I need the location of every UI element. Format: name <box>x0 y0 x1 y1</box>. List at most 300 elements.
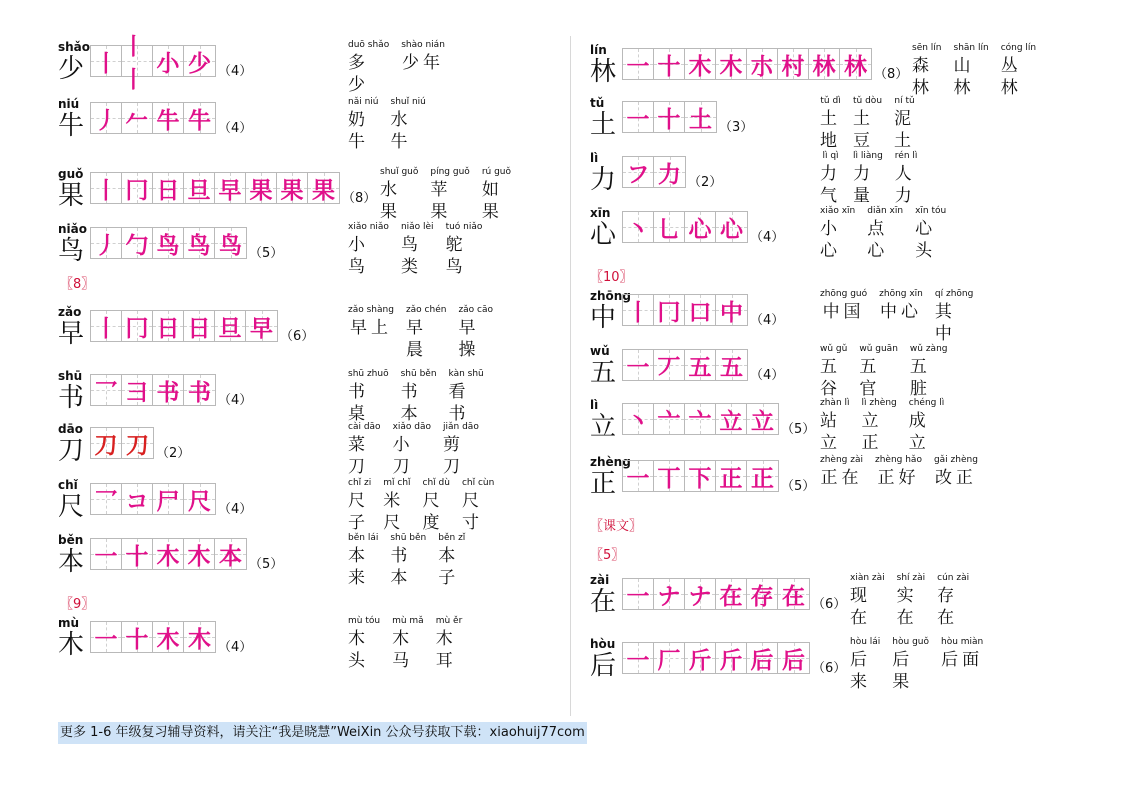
column-divider <box>570 36 571 716</box>
vocab-word <box>879 289 923 345</box>
vocab-text: 心头 <box>915 219 937 261</box>
vocab-text: 立正 <box>861 411 883 453</box>
stroke-glyph: 乚 <box>657 216 681 243</box>
stroke-cell <box>716 643 747 673</box>
vocab-text: 多少 <box>348 53 369 95</box>
vocab-word <box>482 167 511 223</box>
vocab-word <box>446 222 483 278</box>
vocab-word <box>862 398 897 454</box>
vocab-pinyin: xiǎo xīn <box>820 206 856 216</box>
vocab-text: 泥土 <box>894 109 916 151</box>
vocab-text: 菜刀 <box>348 435 369 477</box>
vocab-text: 土地 <box>820 109 841 151</box>
vocab-word <box>820 344 847 400</box>
stroke-cell <box>277 173 308 203</box>
stroke-cell <box>623 295 654 325</box>
stroke-order-grid <box>90 227 247 259</box>
vocab-word <box>935 289 973 345</box>
stroke-count: （6） <box>280 329 315 344</box>
vocab-pinyin: zǎo chén <box>405 305 447 315</box>
stroke-cell <box>153 103 184 133</box>
stroke-cell <box>91 173 122 203</box>
vocab-text: 小刀 <box>392 435 414 477</box>
stroke-cell <box>685 295 716 325</box>
vocab-word <box>348 616 380 672</box>
vocab-word <box>458 305 493 361</box>
vocab-text: 后来 <box>850 650 871 692</box>
stroke-glyph: 正 <box>719 465 743 492</box>
vocab-pinyin: hòu miàn <box>941 637 984 647</box>
vocab-text: 成立 <box>908 411 930 453</box>
stroke-cell <box>623 212 654 242</box>
stroke-count: （4） <box>750 368 785 383</box>
stroke-glyph: 旦 <box>218 315 242 342</box>
stroke-glyph: 木 <box>156 626 180 653</box>
stroke-glyph: 立 <box>751 408 774 435</box>
vocab-pinyin: rén lì <box>894 151 918 161</box>
stroke-cell <box>91 46 122 76</box>
vocab-pinyin: xīn tóu <box>915 206 947 216</box>
stroke-glyph: 力 <box>658 161 681 188</box>
vocab-list <box>820 344 948 400</box>
stroke-glyph: 一 <box>626 53 650 80</box>
vocab-pinyin: rú guǒ <box>481 167 512 177</box>
vocab-text: 正好 <box>877 468 920 488</box>
stroke-cell <box>122 484 153 514</box>
stroke-glyph: 日 <box>187 315 211 342</box>
lesson-heading: 〖10〗 <box>590 270 633 285</box>
stroke-glyph: 尸 <box>156 488 180 515</box>
stroke-glyph: 斤 <box>688 647 712 674</box>
stroke-glyph: 日 <box>156 177 180 204</box>
vocab-word <box>438 533 465 589</box>
stroke-glyph: 少 <box>188 50 211 77</box>
stroke-count: （4） <box>750 230 785 245</box>
vocab-pinyin: chǐ zi <box>348 478 372 488</box>
stroke-cell <box>153 375 184 405</box>
vocab-word <box>406 305 447 361</box>
vocab-word <box>820 398 850 454</box>
stroke-glyph: 丨 <box>94 315 118 342</box>
stroke-order-grid <box>622 403 779 435</box>
stroke-cell <box>623 579 654 609</box>
stroke-glyph: ナ <box>657 583 681 610</box>
vocab-list <box>348 533 465 589</box>
vocab-pinyin: zhōng xīn <box>879 289 923 299</box>
vocab-text: 五谷 <box>820 357 841 399</box>
stroke-cell <box>91 103 122 133</box>
vocab-text: 现在 <box>850 586 871 628</box>
stroke-cell <box>778 643 809 673</box>
stroke-cell <box>685 404 716 434</box>
vocab-text: 中国 <box>822 302 865 322</box>
vocab-text: 山林 <box>953 56 975 98</box>
vocab-text: 书本 <box>400 382 422 424</box>
stroke-count: （4） <box>750 313 785 328</box>
vocab-pinyin: hòu lái <box>850 637 881 647</box>
vocab-pinyin: xiàn zài <box>850 573 885 583</box>
stroke-glyph: 木 <box>156 543 180 570</box>
vocab-pinyin: ní tǔ <box>894 96 915 106</box>
stroke-glyph: 丿 <box>94 107 118 134</box>
stroke-glyph: 正 <box>751 465 774 492</box>
stroke-cell <box>215 539 246 569</box>
vocab-word <box>859 344 898 400</box>
stroke-glyph: 丶 <box>626 216 650 243</box>
vocab-text: 本来 <box>348 546 369 588</box>
stroke-cell <box>654 102 685 132</box>
vocab-pinyin: wǔ guān <box>859 344 898 354</box>
stroke-glyph: 立 <box>719 408 743 435</box>
vocab-pinyin: jiǎn dāo <box>443 422 479 432</box>
vocab-word <box>462 478 494 534</box>
vocab-pinyin: zhàn lì <box>820 398 850 408</box>
stroke-glyph: 五 <box>720 354 743 381</box>
vocab-word <box>941 637 983 693</box>
stroke-cell <box>747 461 778 491</box>
vocab-text: 奶牛 <box>348 110 369 152</box>
vocab-word <box>436 616 463 672</box>
main-character: 后 <box>590 651 617 681</box>
stroke-cell <box>716 404 747 434</box>
vocab-word <box>423 478 450 534</box>
stroke-cell <box>747 579 778 609</box>
stroke-count: （8） <box>874 67 909 82</box>
vocab-text: 土豆 <box>853 109 874 151</box>
stroke-glyph: 尺 <box>188 488 211 515</box>
stroke-glyph: 小 <box>156 50 180 77</box>
stroke-cell <box>91 228 122 258</box>
stroke-glyph: 冂 <box>125 315 149 342</box>
stroke-cell <box>716 350 747 380</box>
stroke-cell <box>91 622 122 652</box>
main-character: 中 <box>590 303 617 333</box>
vocab-text: 人力 <box>894 164 916 206</box>
lesson-heading: 〖5〗 <box>590 548 625 563</box>
stroke-glyph: 木 <box>688 53 712 80</box>
stroke-cell <box>122 228 153 258</box>
vocab-pinyin: gǎi zhèng <box>933 455 978 465</box>
stroke-cell <box>623 461 654 491</box>
vocab-word <box>430 167 469 223</box>
vocab-word <box>820 96 841 152</box>
stroke-glyph: 厂 <box>657 647 681 674</box>
vocab-pinyin: zhèng hǎo <box>874 455 922 465</box>
vocab-word <box>875 455 922 489</box>
stroke-glyph: 丨丨 <box>122 34 145 93</box>
stroke-cell <box>184 311 215 341</box>
vocab-text: 五脏 <box>909 357 931 399</box>
stroke-cell <box>747 643 778 673</box>
main-character: 少 <box>58 54 85 84</box>
main-character: 早 <box>58 319 85 349</box>
vocab-word <box>348 305 394 361</box>
vocab-word <box>390 533 426 589</box>
stroke-glyph: 心 <box>720 216 743 243</box>
stroke-count: （4） <box>218 64 253 79</box>
main-character: 尺 <box>58 492 85 522</box>
stroke-glyph: 十 <box>125 543 149 570</box>
stroke-glyph: 后 <box>782 647 805 674</box>
vocab-text: 力气 <box>820 164 841 206</box>
stroke-glyph: 丆 <box>657 354 681 381</box>
stroke-count: （5） <box>781 479 816 494</box>
stroke-count: （4） <box>218 393 253 408</box>
main-character: 牛 <box>58 111 85 141</box>
stroke-cell <box>122 428 153 458</box>
stroke-glyph: 在 <box>719 583 743 610</box>
vocab-pinyin: shū běn <box>390 533 427 543</box>
stroke-cell <box>716 49 747 79</box>
vocab-word <box>850 573 885 629</box>
vocab-pinyin: wǔ gǔ <box>820 344 848 354</box>
vocab-pinyin: sēn lín <box>912 43 942 53</box>
vocab-list <box>348 478 494 534</box>
vocab-pinyin: píng guǒ <box>430 167 470 177</box>
stroke-cell <box>654 643 685 673</box>
footer-note: 更多 1-6 年级复习辅导资料，请关注“我是晓慧”WeiXin 公众号获取下载：xiaohuij77com <box>58 722 587 744</box>
stroke-glyph: 乛 <box>94 488 118 515</box>
stroke-glyph: ナ <box>688 583 712 610</box>
stroke-cell <box>623 157 654 187</box>
stroke-glyph: 在 <box>782 583 805 610</box>
vocab-pinyin: shān lín <box>953 43 989 53</box>
vocab-list <box>820 151 917 207</box>
stroke-cell <box>184 228 215 258</box>
vocab-word <box>894 96 915 152</box>
stroke-glyph: 书 <box>188 379 211 406</box>
stroke-cell <box>685 212 716 242</box>
stroke-cell <box>184 46 215 76</box>
stroke-count: （5） <box>249 557 284 572</box>
main-character: 土 <box>590 110 617 140</box>
vocab-text: 如果 <box>481 180 503 222</box>
stroke-cell <box>91 428 122 458</box>
stroke-cell <box>623 49 654 79</box>
stroke-glyph: 一 <box>626 465 650 492</box>
stroke-glyph: 丶 <box>626 408 650 435</box>
vocab-word <box>348 533 378 589</box>
stroke-cell <box>747 404 778 434</box>
stroke-order-grid <box>90 374 216 406</box>
vocab-word <box>1001 43 1036 99</box>
stroke-glyph: 𠂉 <box>125 107 149 134</box>
stroke-cell <box>184 375 215 405</box>
vocab-text: 少年 <box>402 53 445 73</box>
vocab-text: 站立 <box>820 411 841 453</box>
stroke-glyph: 早 <box>218 177 242 204</box>
stroke-cell <box>184 484 215 514</box>
stroke-glyph: 一 <box>626 106 650 133</box>
vocab-word <box>895 151 918 207</box>
stroke-order-grid <box>622 349 748 381</box>
stroke-cell <box>685 643 716 673</box>
lesson-heading: 〖9〗 <box>60 597 95 612</box>
vocab-word <box>892 637 929 693</box>
vocab-word <box>820 151 841 207</box>
main-character: 本 <box>58 547 85 577</box>
vocab-pinyin: mù ěr <box>435 616 463 626</box>
stroke-glyph: 丨 <box>626 299 650 326</box>
stroke-cell <box>685 461 716 491</box>
stroke-cell <box>122 103 153 133</box>
main-character: 书 <box>58 383 85 413</box>
stroke-glyph: 乛 <box>94 379 118 406</box>
char-pinyin: chǐ <box>58 478 78 492</box>
stroke-order-grid <box>622 48 872 80</box>
stroke-glyph: 丅 <box>657 465 681 492</box>
vocab-list <box>850 573 969 629</box>
vocab-word <box>912 43 942 99</box>
vocab-list <box>380 167 511 223</box>
vocab-pinyin: shū běn <box>400 369 437 379</box>
stroke-cell <box>215 228 246 258</box>
stroke-count: （6） <box>812 661 847 676</box>
vocab-list <box>348 305 493 361</box>
vocab-word <box>850 637 880 693</box>
vocab-pinyin: zhōng guó <box>820 289 868 299</box>
vocab-text: 尺子 <box>348 491 369 533</box>
vocab-pinyin: hòu guǒ <box>892 637 929 647</box>
stroke-glyph: 一 <box>94 626 118 653</box>
vocab-pinyin: chéng lì <box>908 398 945 408</box>
vocab-pinyin: mǐ chǐ <box>383 478 411 488</box>
vocab-pinyin: shuǐ niú <box>390 97 426 107</box>
char-pinyin: zài <box>590 573 610 587</box>
stroke-glyph: 口 <box>688 299 712 326</box>
stroke-glyph: 冂 <box>125 177 149 204</box>
vocab-pinyin: duō shǎo <box>348 40 390 50</box>
stroke-cell <box>91 375 122 405</box>
stroke-order-grid <box>90 427 154 459</box>
stroke-order-grid <box>90 538 247 570</box>
stroke-order-grid <box>622 642 810 674</box>
vocab-pinyin: niǎo lèi <box>400 222 434 232</box>
vocab-word <box>383 478 410 534</box>
stroke-glyph: 刀 <box>94 432 118 459</box>
stroke-cell <box>778 579 809 609</box>
char-pinyin: wǔ <box>590 344 610 358</box>
vocab-text: 木耳 <box>435 629 457 671</box>
vocab-pinyin: mù mǎ <box>392 616 424 626</box>
vocab-list <box>348 40 445 96</box>
main-character: 木 <box>58 630 85 660</box>
stroke-count: （6） <box>812 597 847 612</box>
stroke-cell <box>246 311 277 341</box>
stroke-cell <box>685 102 716 132</box>
stroke-glyph: 早 <box>250 315 273 342</box>
char-pinyin: zhèng <box>590 455 631 469</box>
char-pinyin: lín <box>590 43 607 57</box>
stroke-order-grid <box>90 483 216 515</box>
vocab-pinyin: tǔ dòu <box>853 96 883 106</box>
stroke-order-grid <box>90 172 340 204</box>
vocab-word <box>915 206 946 262</box>
vocab-pinyin: qí zhōng <box>934 289 974 299</box>
stroke-count: （5） <box>249 246 284 261</box>
stroke-glyph: 亠 <box>657 408 681 435</box>
stroke-cell <box>623 404 654 434</box>
stroke-order-grid <box>622 578 810 610</box>
stroke-order-grid <box>90 34 216 93</box>
vocab-text: 木马 <box>392 629 414 671</box>
stroke-count: （3） <box>719 120 754 135</box>
vocab-list <box>348 222 482 278</box>
vocab-word <box>954 43 989 99</box>
stroke-order-grid <box>90 102 216 134</box>
stroke-cell <box>623 643 654 673</box>
stroke-glyph: コ <box>125 488 149 515</box>
vocab-text: 剪刀 <box>443 435 465 477</box>
vocab-text: 水牛 <box>390 110 412 152</box>
vocab-text: 早晨 <box>405 318 427 360</box>
vocab-text: 早上 <box>349 318 392 338</box>
vocab-word <box>937 573 969 629</box>
stroke-cell <box>308 173 339 203</box>
vocab-word <box>348 369 389 425</box>
vocab-pinyin: shào nián <box>401 40 445 50</box>
stroke-glyph: 果 <box>312 177 335 204</box>
vocab-word <box>380 167 418 223</box>
stroke-order-grid <box>90 310 278 342</box>
vocab-text: 本子 <box>438 546 460 588</box>
vocab-word <box>348 97 379 153</box>
stroke-cell <box>122 539 153 569</box>
stroke-glyph: 林 <box>844 53 867 80</box>
vocab-pinyin: lì qì <box>822 151 839 161</box>
stroke-cell <box>716 212 747 242</box>
vocab-list <box>348 97 426 153</box>
stroke-order-grid <box>622 460 779 492</box>
vocab-word <box>820 289 867 345</box>
stroke-glyph: 果 <box>249 177 273 204</box>
vocab-pinyin: lì liàng <box>853 151 883 161</box>
stroke-cell <box>153 311 184 341</box>
stroke-glyph: 木 <box>188 626 211 653</box>
char-pinyin: tǔ <box>590 96 605 110</box>
stroke-glyph: 下 <box>688 465 712 492</box>
stroke-glyph: 鸟 <box>156 232 180 259</box>
vocab-word <box>391 97 426 153</box>
stroke-glyph: 一 <box>94 543 118 570</box>
vocab-pinyin: cài dāo <box>348 422 381 432</box>
vocab-word <box>392 616 424 672</box>
vocab-word <box>909 398 944 454</box>
vocab-text: 力量 <box>853 164 874 206</box>
vocab-pinyin: shuǐ guǒ <box>380 167 419 177</box>
stroke-cell <box>184 539 215 569</box>
stroke-order-grid <box>622 156 686 188</box>
main-character: 刀 <box>58 436 85 466</box>
vocab-word <box>934 455 978 489</box>
vocab-pinyin: chǐ dù <box>422 478 450 488</box>
stroke-cell <box>778 49 809 79</box>
stroke-cell <box>122 34 153 93</box>
stroke-cell <box>91 311 122 341</box>
vocab-text: 丛林 <box>1000 56 1022 98</box>
stroke-cell <box>716 461 747 491</box>
vocab-list <box>912 43 1036 99</box>
main-character: 五 <box>590 358 617 388</box>
vocab-word <box>820 455 863 489</box>
stroke-glyph: 勹 <box>125 232 149 259</box>
vocab-pinyin: zǎo shàng <box>348 305 394 315</box>
main-character: 力 <box>590 165 617 195</box>
char-pinyin: niú <box>58 97 80 111</box>
stroke-count: （5） <box>781 422 816 437</box>
stroke-cell <box>153 173 184 203</box>
char-pinyin: hòu <box>590 637 616 651</box>
